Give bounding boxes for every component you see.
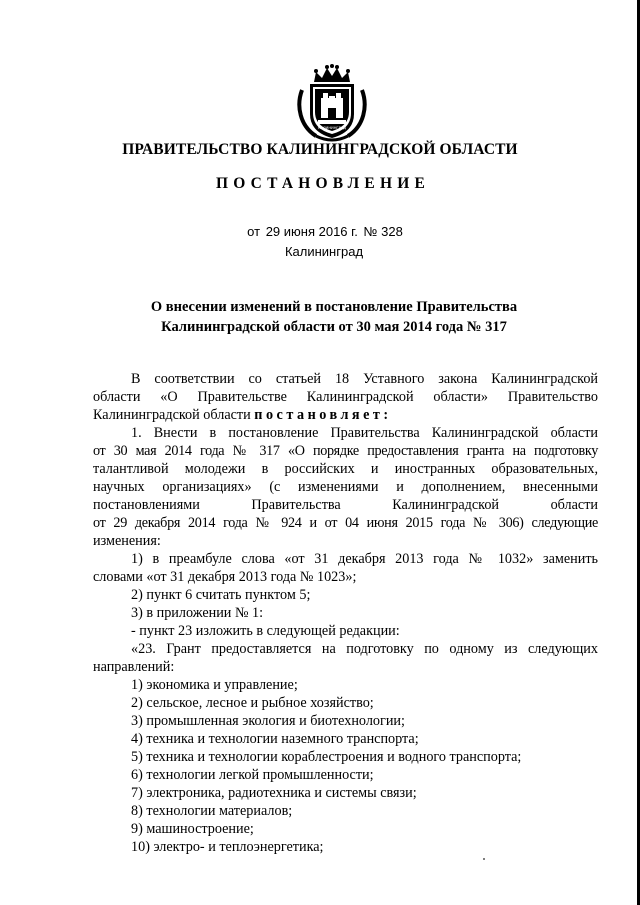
document-date: 29 июня 2016 г. <box>265 224 358 239</box>
paragraph-line: научных организациях» (с изменениями и дополнением, внесенными <box>93 479 598 495</box>
coat-of-arms-emblem <box>294 62 370 144</box>
direction-item: 10) электро- и теплоэнергетика; <box>131 839 324 855</box>
date-line <box>0 224 640 239</box>
paragraph-line: от 30 мая 2014 года № 317 «О порядке предоставления гранта на подготовку <box>93 443 598 459</box>
direction-item: 2) сельское, лесное и рыбное хозяйство; <box>131 695 374 711</box>
direction-item: 5) техника и технологии кораблестроения и водного транспорта; <box>131 749 522 765</box>
document-title <box>0 297 640 337</box>
government-heading: ПРАВИТЕЛЬСТВО КАЛИНИНГРАДСКОЙ ОБЛАСТИ <box>122 141 518 158</box>
number-label: № <box>363 224 378 239</box>
list-item: 2) пункт 6 считать пунктом 5; <box>131 587 311 603</box>
document-body <box>93 370 598 856</box>
direction-item: 7) электроника, радиотехника и системы связи; <box>131 785 417 801</box>
document-type-heading: ПОСТАНОВЛЕНИЕ <box>215 175 431 192</box>
paragraph-line: «23. Грант предоставляется на подготовку по одному из следующих <box>131 641 598 657</box>
emblem-lettering: КАЛИНИНГРАД <box>317 126 347 130</box>
direction-item: 1) экономика и управление; <box>131 677 298 693</box>
direction-item: 8) технологии материалов; <box>131 803 293 819</box>
city: Калининград <box>284 244 364 259</box>
paragraph-line: постановлениями Правительства Калининградской области <box>93 497 598 513</box>
paragraph-line: 1) в преамбуле слова «от 31 декабря 2013 года № 1032» заменить <box>131 551 598 567</box>
paragraph-text: Калининградской области <box>93 407 251 423</box>
resolution-word: постановляет: <box>254 407 392 423</box>
scan-speck <box>483 858 485 860</box>
paragraph-line <box>93 406 598 424</box>
paragraph-line: направлений: <box>93 659 175 675</box>
paragraph-line: 1. Внести в постановление Правительства Калининградской области <box>131 425 598 441</box>
date-prefix: от <box>247 224 261 239</box>
paragraph-line: В соответствии со статьей 18 Уставного закона Калининградской <box>131 371 598 387</box>
title-line: Калининградской области от 30 мая 2014 года № 317 <box>161 319 507 335</box>
paragraph-line: области «О Правительстве Калининградской области» Правительство <box>93 389 598 405</box>
document-number: 328 <box>381 224 403 239</box>
list-item: - пункт 23 изложить в следующей редакции: <box>131 623 400 639</box>
direction-item: 3) промышленная экология и биотехнологии; <box>131 713 405 729</box>
paragraph-line: словами «от 31 декабря 2013 года № 1023»; <box>93 569 357 585</box>
direction-item: 4) техника и технологии наземного транспорта; <box>131 731 419 747</box>
direction-item: 9) машиностроение; <box>131 821 254 837</box>
direction-item: 6) технологии легкой промышленности; <box>131 767 374 783</box>
paragraph-line: изменения: <box>93 533 161 549</box>
list-item: 3) в приложении № 1: <box>131 605 264 621</box>
title-line: О внесении изменений в постановление Правительства <box>150 299 518 315</box>
paragraph-line: талантливой молодежи в российских и иностранных образовательных, <box>93 461 598 477</box>
paragraph-line: от 29 декабря 2014 года № 924 и от 04 июня 2015 года № 306) следующие <box>93 515 598 531</box>
